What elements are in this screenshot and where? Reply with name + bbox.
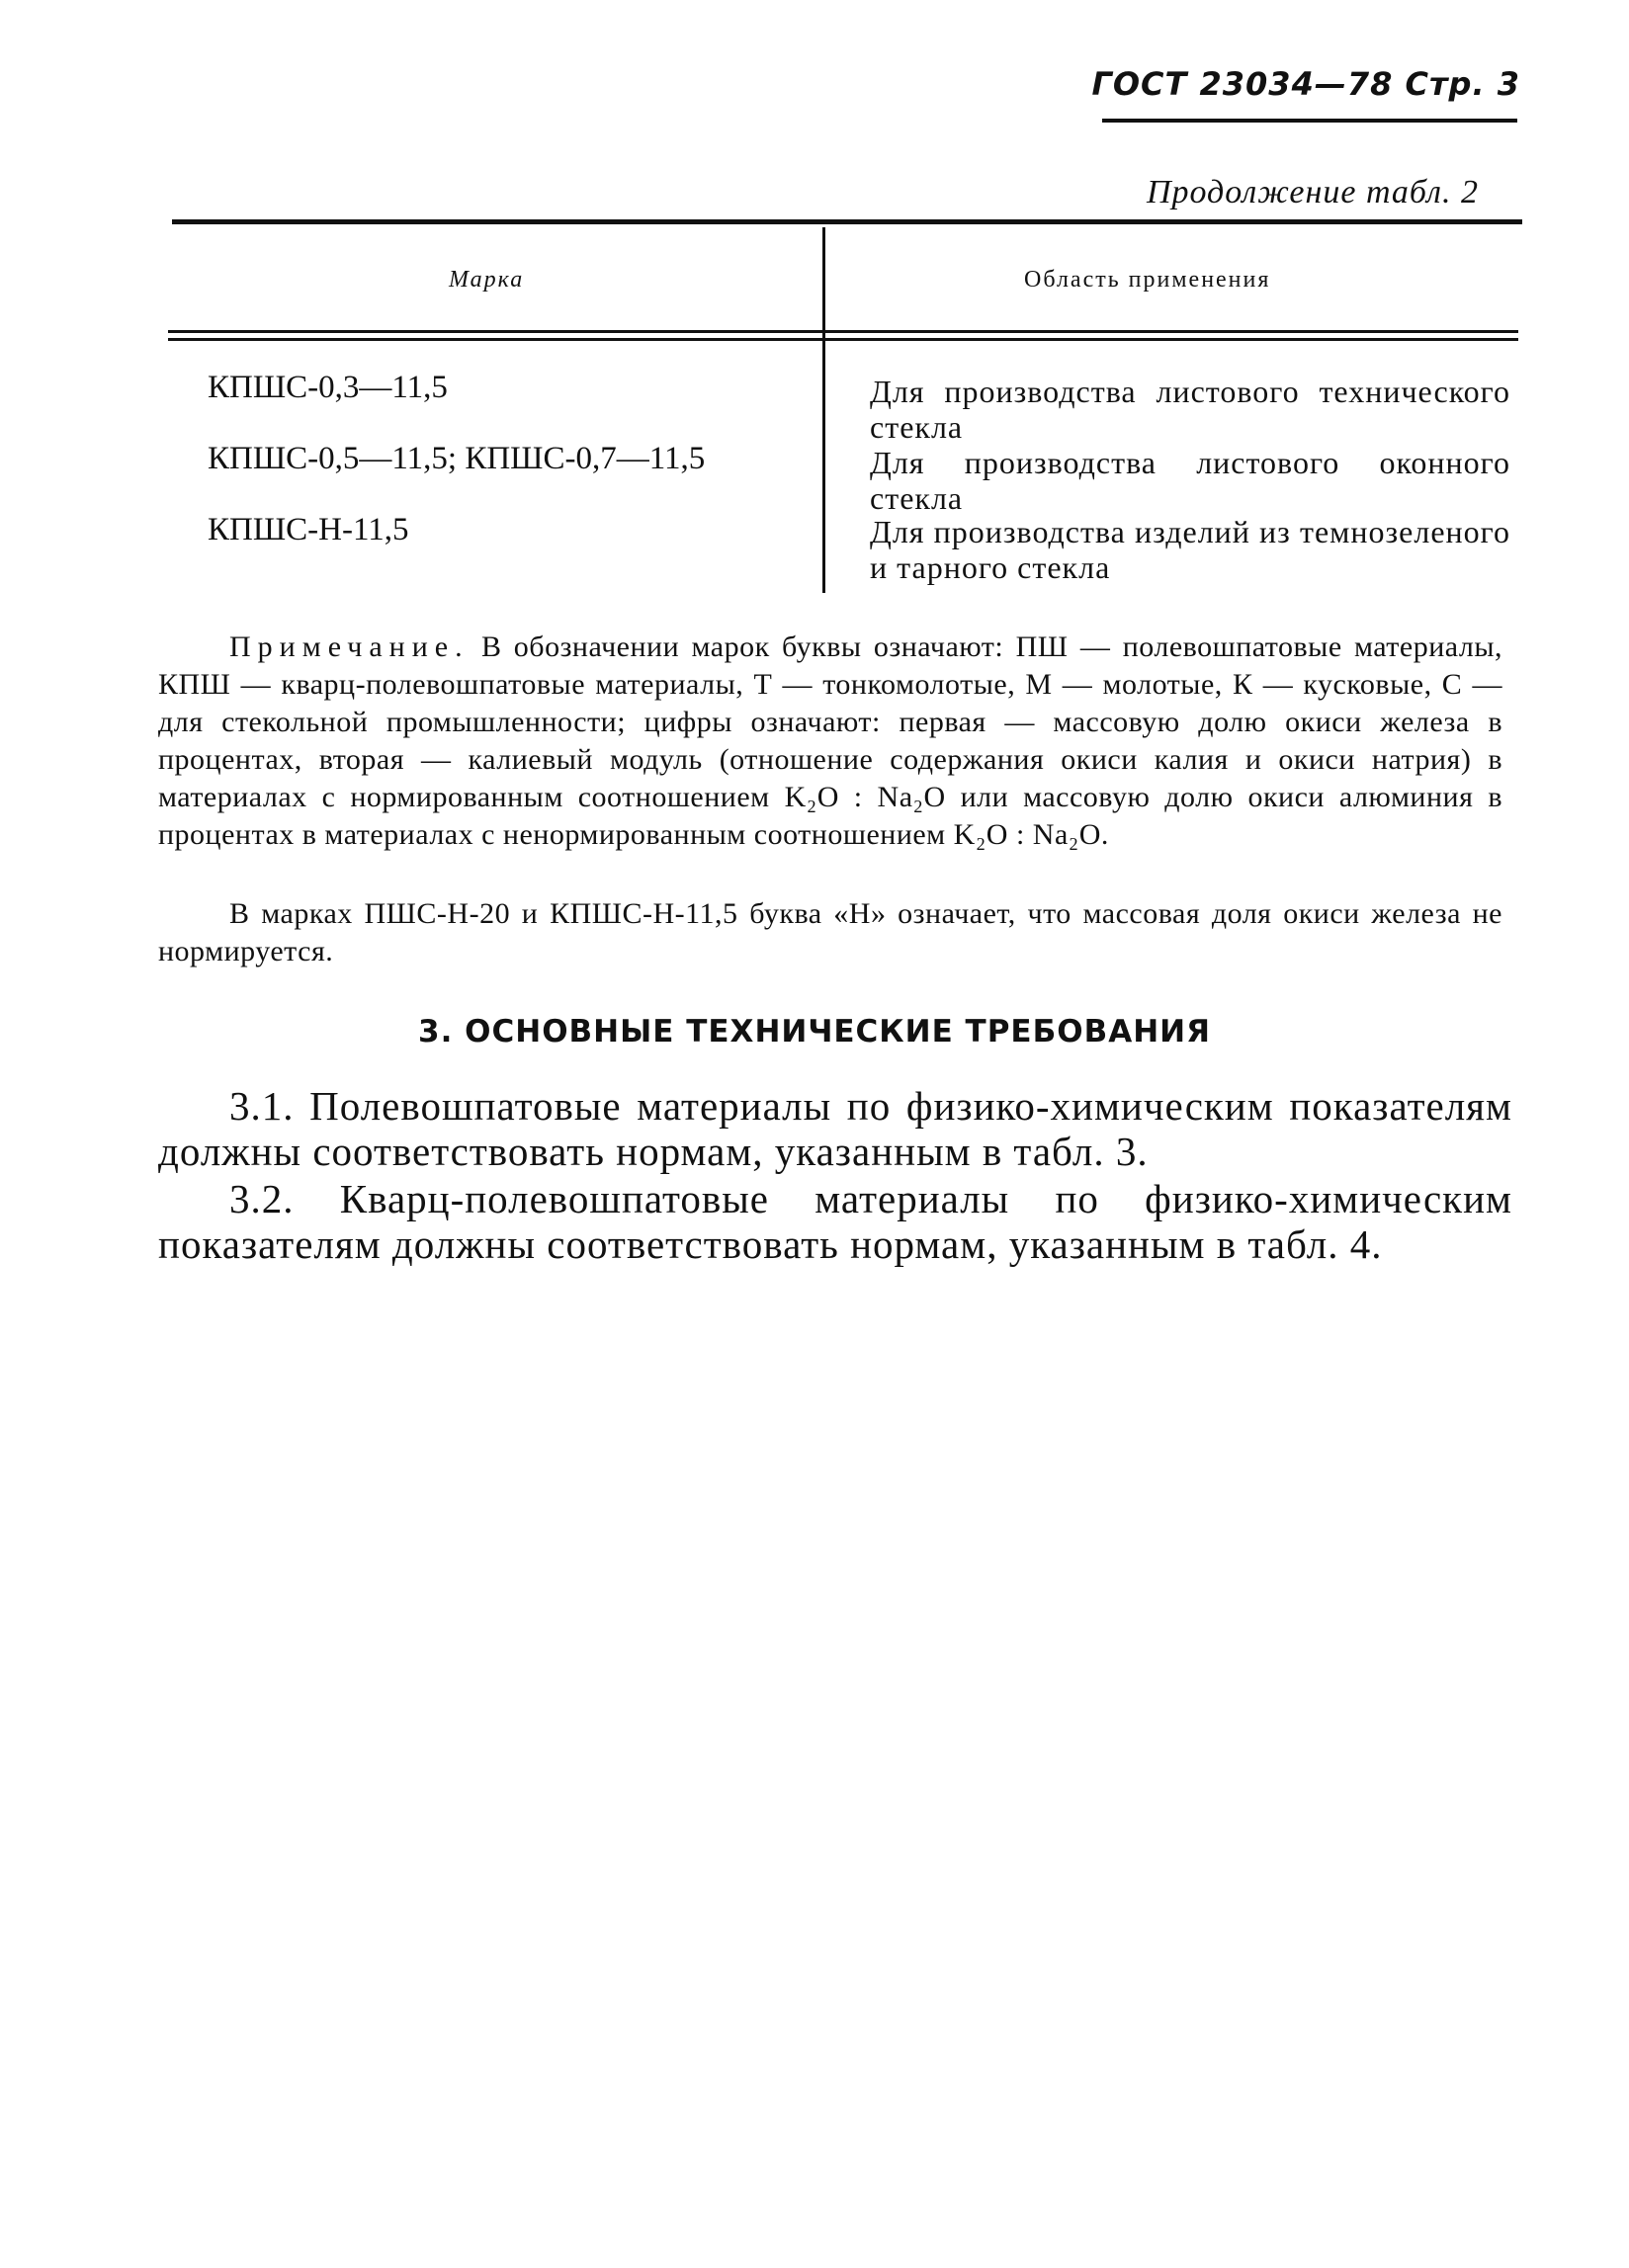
table-row-mark: КПШС-Н-11,5	[208, 512, 409, 547]
table-row-area: Для производства листового оконного стекла	[870, 445, 1510, 516]
table-top-rule	[172, 219, 1522, 224]
table-column-divider	[822, 227, 825, 593]
page-header: ГОСТ 23034—78 Стр. 3	[1091, 65, 1520, 103]
table-2-continuation	[172, 219, 1522, 603]
note-text-2: В марках ПШС-Н-20 и КПШС-Н-11,5 буква «Н» означает, что массовая доля окиси железа не нормируется.	[158, 897, 1502, 967]
header-rule	[1102, 119, 1517, 123]
table-header-rule-2	[168, 338, 1518, 341]
table-row-area: Для производства изделий из темнозеленого и тарного стекла	[870, 514, 1510, 585]
clause-3-2	[158, 1176, 1512, 1267]
table-row-mark: КПШС-0,5—11,5; КПШС-0,7—11,5	[208, 441, 706, 476]
clause-3-1	[158, 1083, 1512, 1174]
column-header-mark: Марка	[449, 267, 525, 293]
note-paragraph-2	[158, 895, 1502, 970]
note-label: Примечание.	[229, 630, 470, 663]
table-header-rule	[168, 330, 1518, 333]
column-header-area: Область применения	[1024, 267, 1271, 293]
table-continuation-caption: Продолжение табл. 2	[1146, 174, 1479, 210]
section-title: 3. ОСНОВНЫЕ ТЕХНИЧЕСКИЕ ТРЕБОВАНИЯ	[418, 1014, 1211, 1050]
clause-3-2-text: 3.2. Кварц-полевошпатовые материалы по физико-химическим показателям должны соответствовать нормам, указанным в табл. 4.	[158, 1176, 1512, 1267]
table-row-mark: КПШС-0,3—11,5	[208, 370, 448, 405]
note-text: В обозначении марок буквы означают: ПШ — полевошпатовые материалы, КПШ — кварц-полевошпатовые материалы, Т — тонкомолотые, М — молотые, К — кусковые, С — для стекольной промышленности; цифры означают: первая — массовую долю окиси железа в процентах, вторая — калиевый модуль (отношение содержания окиси калия и окиси натрия) в материалах с нормированным соотношением K₂O : Na₂O или массовую долю окиси алюминия в процентах в материалах с ненормированным соотношением K₂O : Na₂O.	[158, 630, 1502, 851]
table-row-area: Для производства листового технического стекла	[870, 374, 1510, 445]
note-paragraph	[158, 629, 1502, 854]
clause-3-1-text: 3.1. Полевошпатовые материалы по физико-химическим показателям должны соответствовать нормам, указанным в табл. 3.	[158, 1083, 1512, 1174]
